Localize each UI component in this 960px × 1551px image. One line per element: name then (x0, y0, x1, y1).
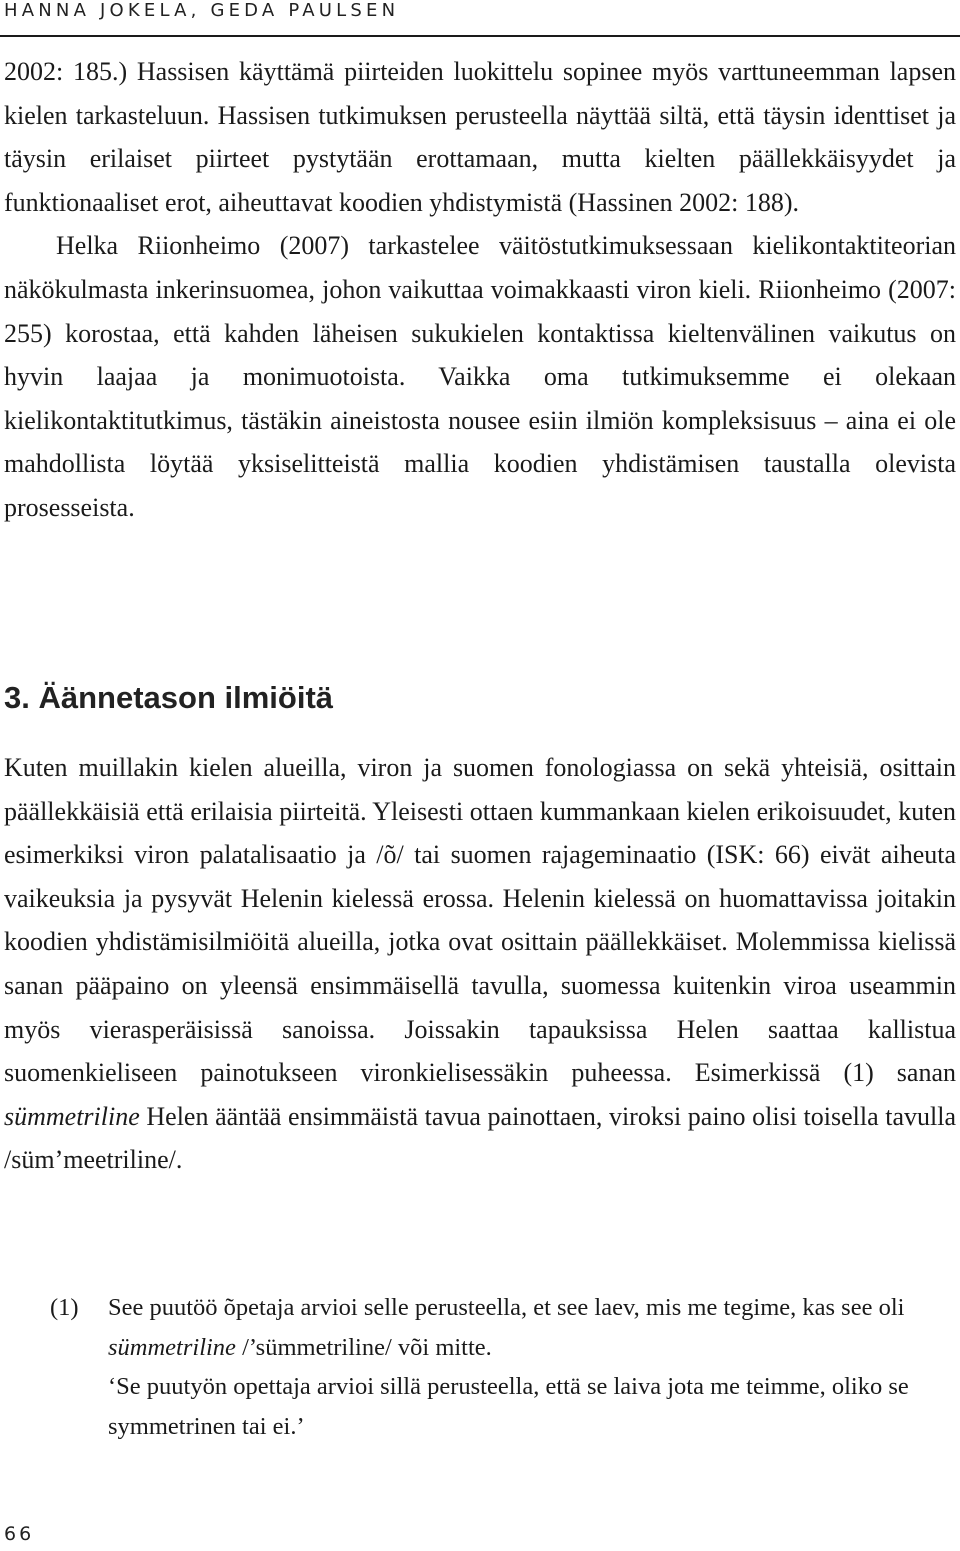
paragraph-text: Kuten muillakin kielen alueilla, viron ja suomen fonologiassa on sekä yhteisiä, osittain päällekkäisiä että erilaisia piirteitä. Yleisesti ottaen kummankaan kielen erikoisuudet, kuten esimerkiksi viron palatalisaatio ja /õ/ tai suomen rajageminaatio (ISK: 66) eivät aiheuta vaikeuksia ja pysyvät Helenin kielessä erossa. Helenin kielessä on huomattavissa joitakin koodien yhdistämisilmiöitä alueilla, jotka ovat osittain päällekkäiset. Molemmissa kielissä sanan pääpaino on yleensä ensimmäisellä tavulla, suomessa kuitenkin viroa useammin myös vierasperäisissä sanoissa. Joissakin tapauksissa Helen saattaa kallistua suomenkieliseen painotukseen vironkielisessäkin puheessa. Esimerkissä (1) sanan (4, 753, 956, 1088)
example-text: See puutöö õpetaja arvioi selle perusteella, et see laev, mis me tegime, kas see oli (108, 1294, 905, 1321)
header-rule (0, 35, 960, 37)
body-text (4, 50, 956, 530)
example-number: (1) (50, 1294, 79, 1321)
paragraph: 2002: 185.) Hassisen käyttämä piirteiden luokittelu sopinee myös varttuneemman lapsen kielen tarkasteluun. Hassisen tutkimuksen perusteella näyttää siltä, että täysin identtiset ja täysin erilaiset piirteet pystytään erottamaan, mutta kielten päällekkäisyydet ja funktionaaliset erot, aiheuttavat koodien yhdistymistä (Hassinen 2002: 188). (4, 57, 956, 217)
example-italic-term: sümmetriline (108, 1333, 236, 1361)
example-text: /’sümmetriline/ või mitte. (242, 1333, 492, 1361)
paragraph (4, 746, 956, 1182)
paragraph: Helka Riionheimo (2007) tarkastelee väitöstutkimuksessaan kielikontaktiteorian näkökulmasta inkerinsuomea, johon vaikuttaa voimakkaasti viron kieli. Riionheimo (2007: 255) korostaa, että kahden läheisen sukukielen kontaktissa kieltenvälinen vaikutus on hyvin laajaa ja monimuotoista. Vaikka oma tutkimuksemme ei olekaan kielikontaktitutkimus, tästäkin aineistosta nousee esiin ilmiön kompleksisuus – aina ei ole mahdollista löytää yksiselitteistä mallia koodien yhdistämisen taustalla olevista prosesseista. (4, 231, 956, 522)
example-finnish-translation: ‘Se puutyön opettaja arvioi sillä perusteella, että se laiva jota me teimme, oliko se symmetrinen tai ei.’ (108, 1373, 909, 1440)
section-text (4, 746, 956, 1182)
example-1 (50, 1288, 956, 1446)
section-heading: 3. Äännetason ilmiöitä (4, 680, 334, 715)
example-body (108, 1288, 956, 1446)
italic-term: sümmetriline (4, 1101, 140, 1131)
running-head: HANNA JOKELA, GEDA PAULSEN (4, 0, 400, 21)
paragraph-text: Helen ääntää ensimmäistä tavua painottaen, viroksi paino olisi toisella tavulla /süm’meetriline/. (4, 1101, 956, 1175)
example-estonian (108, 1288, 956, 1367)
page-number: 66 (4, 1523, 35, 1545)
